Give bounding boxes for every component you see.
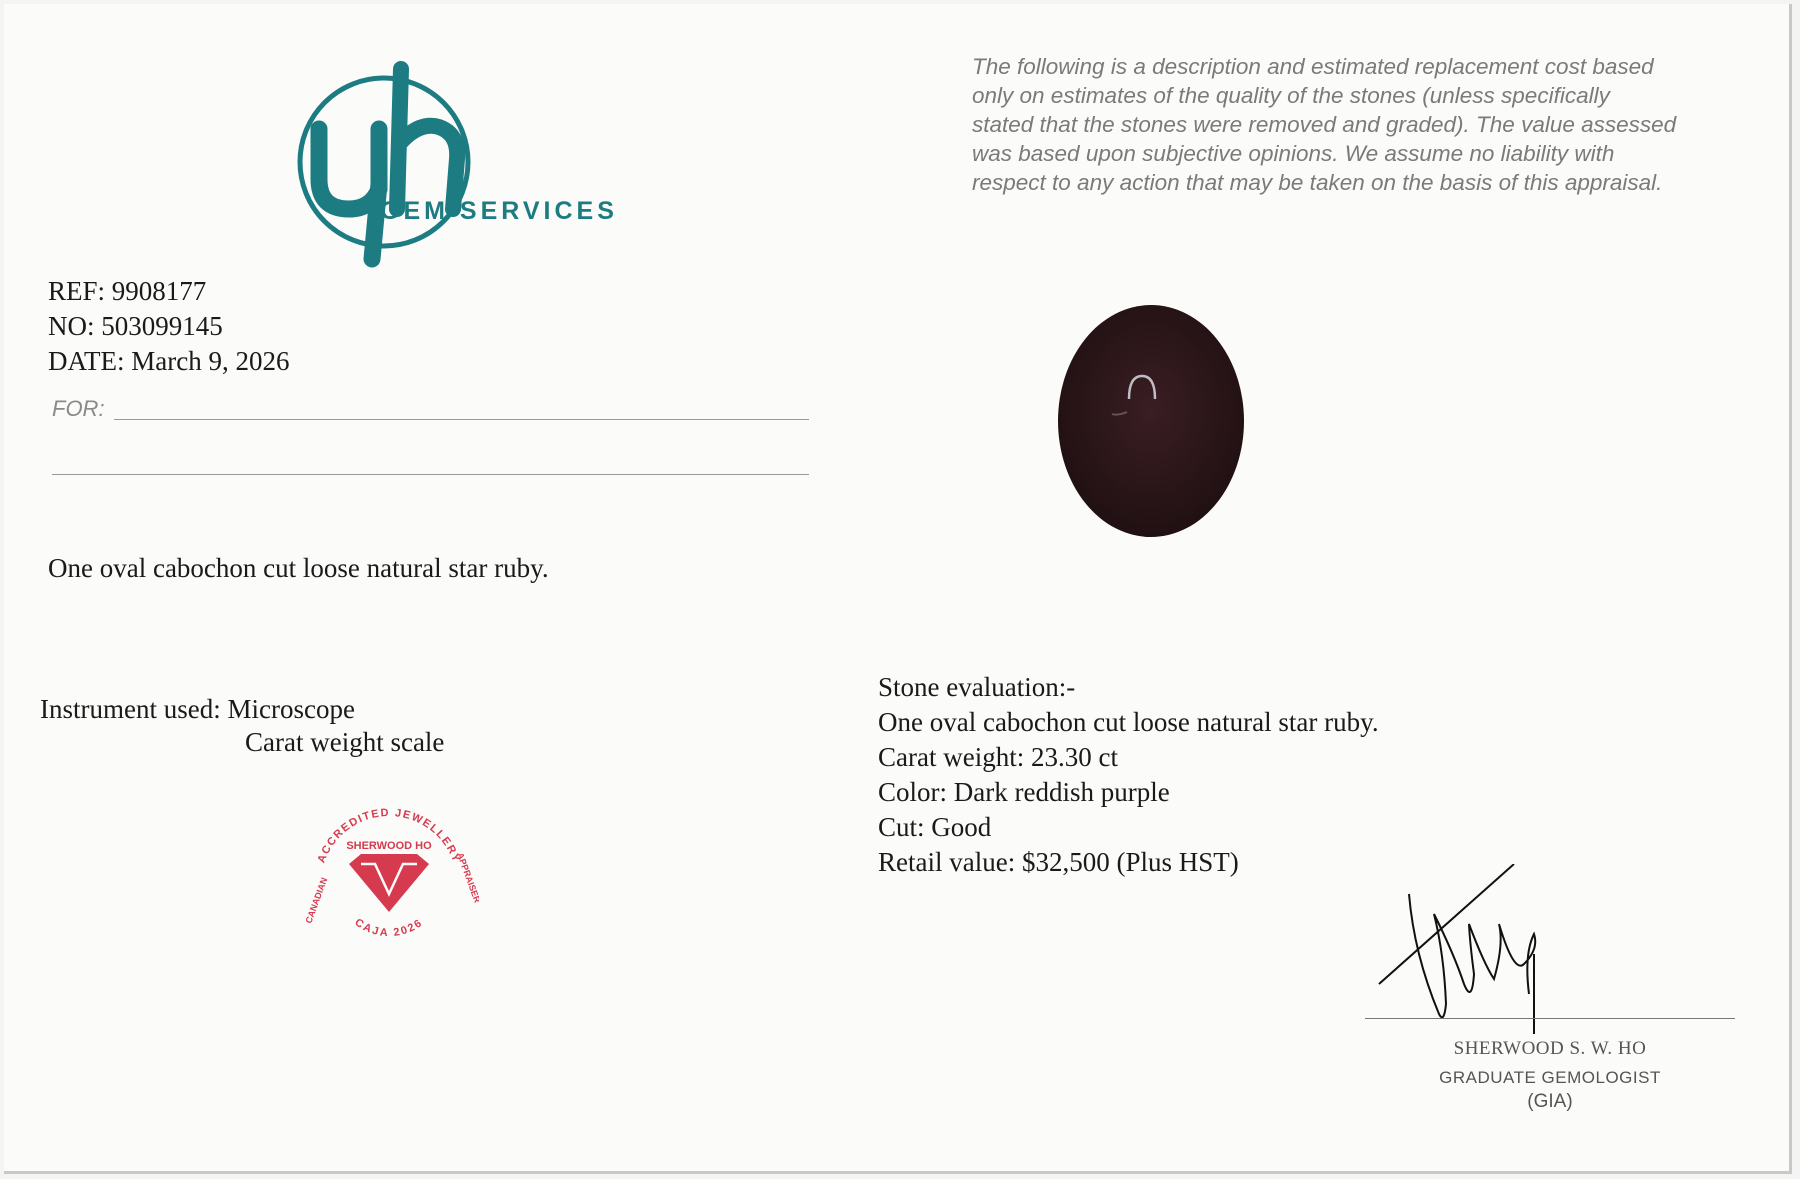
signature-line: [1365, 1018, 1735, 1019]
seal-bottom-text: CAJA 2026: [352, 916, 426, 940]
for-line-2: [52, 474, 809, 475]
ruby-photo: [1057, 304, 1245, 538]
ruby-image: [1057, 304, 1245, 538]
company-logo: [279, 59, 619, 274]
seal-arc-text: ACCREDITED JEWELLERY: [315, 806, 463, 865]
seal-graphic: [299, 794, 479, 974]
certificate-date: DATE: March 9, 2026: [48, 346, 290, 376]
instrument-item: Microscope: [227, 694, 355, 724]
for-line-1: [114, 419, 809, 420]
evaluation-line: Carat weight: 23.30 ct: [878, 742, 1118, 772]
instrument-item: Carat weight scale: [245, 727, 445, 757]
certificate-number: NO: 503099145: [48, 311, 223, 341]
disclaimer-line: The following is a description and estimated replacement cost based: [972, 54, 1654, 79]
diamond-icon: [349, 854, 429, 912]
signatory-title: GRADUATE GEMOLOGIST: [1439, 1068, 1661, 1087]
signatory-org: (GIA): [1527, 1091, 1573, 1112]
ref-number: REF: 9908177: [48, 276, 207, 306]
item-description: One oval cabochon cut loose natural star ruby.: [48, 553, 549, 583]
disclaimer: [972, 52, 1752, 197]
evaluation-line: Cut: Good: [878, 812, 992, 842]
signatory-name: SHERWOOD S. W. HO: [1453, 1038, 1647, 1059]
logo-emblem-icon: [279, 59, 619, 274]
instruments-used: [40, 691, 355, 727]
appraisal-card: [4, 4, 1792, 1174]
disclaimer-line: stated that the stones were removed and graded). The value assessed: [972, 112, 1677, 137]
for-label: FOR:: [52, 396, 105, 421]
evaluation-line: Retail value: $32,500 (Plus HST): [878, 847, 1239, 877]
disclaimer-line: respect to any action that may be taken on the basis of this appraisal.: [972, 170, 1663, 195]
stone-evaluation: [878, 670, 1379, 880]
disclaimer-line: was based upon subjective opinions. We assume no liability with: [972, 141, 1615, 166]
signature-scribble: [1374, 864, 1574, 1034]
disclaimer-line: only on estimates of the quality of the stones (unless specifically: [972, 83, 1610, 108]
evaluation-line: One oval cabochon cut loose natural star ruby.: [878, 707, 1379, 737]
seal-left-text: CANADIAN: [303, 876, 330, 925]
seal-right-text: APPRAISER: [455, 851, 479, 905]
signature: [1374, 864, 1574, 1034]
evaluation-line: Color: Dark reddish purple: [878, 777, 1170, 807]
seal-name: SHERWOOD HO: [346, 840, 432, 852]
instruments-label: Instrument used:: [40, 694, 221, 724]
evaluation-heading: Stone evaluation:-: [878, 672, 1076, 702]
svg-text:CAJA 2026: [352, 916, 425, 939]
logo-text: GEM SERVICES: [380, 197, 618, 225]
appraiser-seal: [299, 794, 479, 974]
